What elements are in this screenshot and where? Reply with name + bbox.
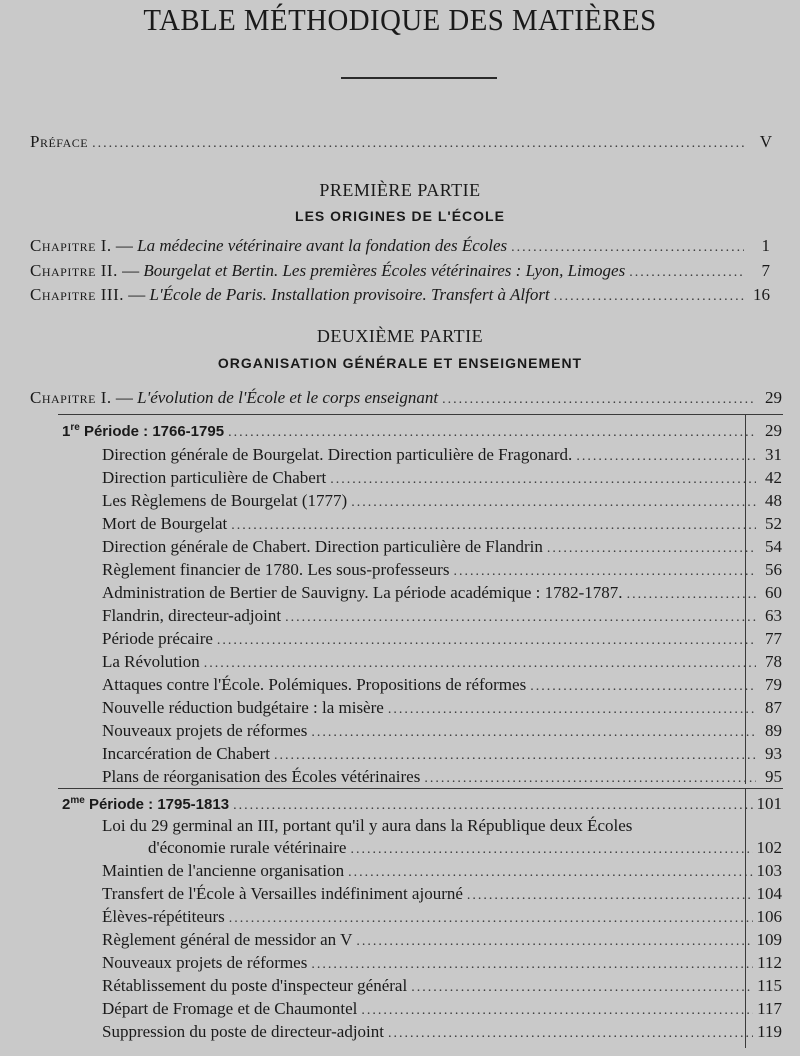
leader-dots	[388, 1026, 753, 1042]
leader-dots	[511, 240, 744, 256]
period-ordinal-suffix: me	[70, 795, 85, 806]
leader-dots	[228, 425, 756, 441]
list-item: Élèves-répétiteurs ..... 106	[102, 907, 782, 927]
leader-dots	[388, 702, 756, 718]
leader-dots	[629, 265, 744, 281]
leader-dots	[547, 541, 756, 557]
list-item: Règlement financier de 1780. Les sous-professeurs ..... 56	[102, 560, 782, 580]
leader-dots	[442, 392, 756, 408]
period-ordinal: 2	[62, 796, 71, 813]
leader-dots	[92, 136, 746, 152]
chapter-row: Chapitre I. — L'évolution de l'École et le corps enseignant ..... 29	[30, 388, 782, 408]
period-row	[62, 794, 782, 814]
list-item: Direction générale de Chabert. Direction particulière de Flandrin ..... 54	[102, 537, 782, 557]
list-item: Plans de réorganisation des Écoles vétérinaires ..... 95	[102, 767, 782, 787]
leader-dots	[348, 865, 752, 881]
list-item: Période précaire ..... 77	[102, 629, 782, 649]
leader-dots	[330, 472, 756, 488]
part2-title: DEUXIÈME PARTIE	[316, 326, 484, 346]
list-item: Suppression du poste de directeur-adjoint ..... 119	[102, 1022, 782, 1042]
chapter-number: Chapitre I.	[30, 388, 112, 407]
period-label: Période : 1766-1795	[79, 423, 225, 440]
page-number: 7	[761, 261, 770, 280]
list-item: Direction particulière de Chabert ..... 42	[102, 468, 782, 488]
list-item: Attaques contre l'École. Polémiques. Propositions de réformes ..... 79	[102, 675, 782, 695]
list-item: Direction générale de Bourgelat. Direction particulière de Fragonard. ..... 31	[102, 445, 782, 465]
list-item: Départ de Fromage et de Chaumontel ..... 117	[102, 999, 782, 1019]
leader-dots	[233, 798, 752, 814]
leader-dots	[229, 911, 753, 927]
list-item: Nouveaux projets de réformes ..... 89	[102, 721, 782, 741]
period-ordinal-suffix: re	[70, 422, 80, 433]
loi-line-1: Loi du 29 germinal an III, portant qu'il y aura dans la République deux Écoles	[102, 816, 633, 835]
leader-dots	[424, 771, 756, 787]
leader-dots	[231, 518, 756, 534]
list-item: Nouvelle réduction budgétaire : la misère ..... 87	[102, 698, 782, 718]
list-item: Incarcération de Chabert ..... 93	[102, 744, 782, 764]
loi-line-2: d'économie rurale vétérinaire	[148, 838, 347, 857]
period-label: Période : 1795-1813	[84, 796, 230, 813]
part2-subtitle: ORGANISATION GÉNÉRALE ET ENSEIGNEMENT	[217, 355, 583, 371]
title-rule	[341, 77, 497, 79]
leader-dots	[453, 564, 756, 580]
page-number: 1	[761, 236, 770, 255]
list-item: Flandrin, directeur-adjoint ..... 63	[102, 606, 782, 626]
leader-dots	[351, 495, 756, 511]
chapter-row: Chapitre III. — L'École de Paris. Installation provisoire. Transfert à Alfort ..... 16	[30, 285, 770, 305]
leader-dots	[576, 449, 756, 465]
list-item: Les Règlemens de Bourgelat (1777) ..... 48	[102, 491, 782, 511]
chapter-title: Bourgelat et Bertin. Les premières Écoles vétérinaires : Lyon, Limoges	[143, 261, 626, 280]
leader-dots	[411, 980, 753, 996]
page-title: TABLE MÉTHODIQUE DES MATIÈRES	[143, 2, 657, 37]
page-number: 16	[753, 285, 770, 304]
preface-label: Préface	[30, 132, 89, 151]
leader-dots	[285, 610, 756, 626]
leader-dots	[311, 957, 753, 973]
list-item: Maintien de l'ancienne organisation ..... 103	[102, 861, 782, 881]
list-item: Administration de Bertier de Sauvigny. La période académique : 1782-1787. ..... 60	[102, 583, 782, 603]
part1-subtitle: LES ORIGINES DE L'ÉCOLE	[295, 208, 505, 224]
chapter-title: L'évolution de l'École et le corps enseignant	[137, 388, 439, 407]
leader-dots	[204, 656, 756, 672]
list-item: Mort de Bourgelat ..... 52	[102, 514, 782, 534]
period-rule	[58, 414, 783, 415]
chapter-title: L'École de Paris. Installation provisoire. Transfert à Alfort	[149, 285, 550, 304]
leader-dots	[361, 1003, 753, 1019]
leader-dots	[554, 289, 744, 305]
preface-row	[30, 132, 772, 152]
leader-dots	[217, 633, 756, 649]
leader-dots	[627, 587, 756, 603]
chapter-row: Chapitre I. — La médecine vétérinaire avant la fondation des Écoles ..... 1	[30, 236, 770, 256]
page-number: 29	[765, 388, 782, 407]
period-rule	[58, 788, 783, 789]
chapter-number: Chapitre I.	[30, 236, 112, 255]
leader-dots	[350, 842, 752, 858]
list-item: Transfert de l'École à Versailles indéfiniment ajourné ..... 104	[102, 884, 782, 904]
page-number: 102	[756, 838, 782, 857]
list-item: La Révolution ..... 78	[102, 652, 782, 672]
chapter-row: Chapitre II. — Bourgelat et Bertin. Les premières Écoles vétérinaires : Lyon, Limoges ..... 7	[30, 261, 770, 281]
leader-dots	[311, 725, 756, 741]
page-number: 29	[765, 421, 782, 440]
list-item	[148, 838, 782, 858]
page-number: 101	[756, 794, 782, 813]
period-ordinal: 1	[62, 423, 71, 440]
leader-dots	[530, 679, 756, 695]
leader-dots	[467, 888, 753, 904]
chapter-title: La médecine vétérinaire avant la fondation des Écoles	[137, 236, 508, 255]
list-item: Nouveaux projets de réformes ..... 112	[102, 953, 782, 973]
list-item: Règlement général de messidor an V ..... 109	[102, 930, 782, 950]
chapter-number: Chapitre II.	[30, 261, 118, 280]
period-row	[62, 421, 782, 441]
page-number: V	[759, 132, 772, 151]
leader-dots	[274, 748, 756, 764]
chapter-number: Chapitre III.	[30, 285, 124, 304]
list-item: Rétablissement du poste d'inspecteur général ..... 115	[102, 976, 782, 996]
part1-title: PREMIÈRE PARTIE	[319, 180, 481, 200]
leader-dots	[356, 934, 752, 950]
